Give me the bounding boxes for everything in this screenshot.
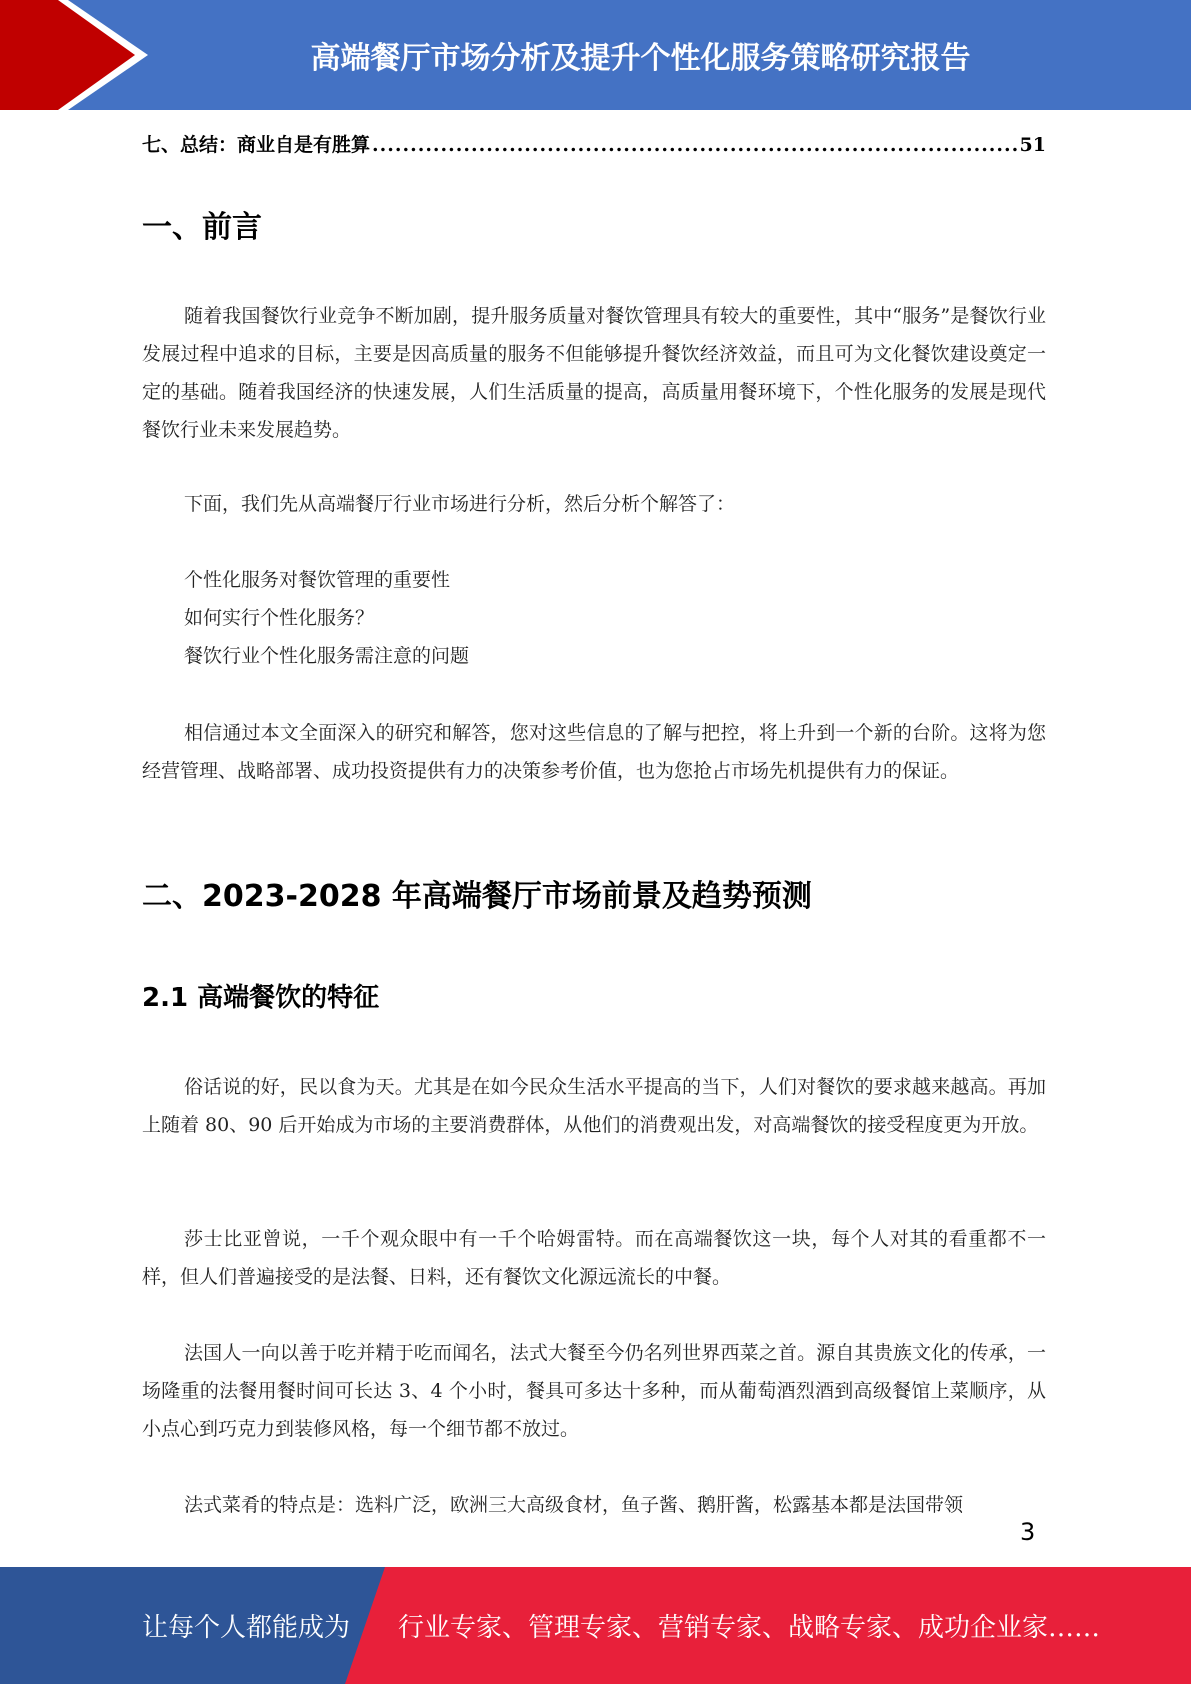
toc-leader-dots bbox=[372, 134, 1018, 156]
footer-slogan-right: 行业专家、管理专家、营销专家、战略专家、成功企业家…… bbox=[398, 1613, 1101, 1643]
section-heading-forecast: 二、2023-2028 年高端餐厅市场前景及趋势预测 bbox=[142, 879, 812, 914]
toc-entry-label: 七、总结：商业自是有胜算 bbox=[142, 134, 371, 156]
header-arrow-decoration bbox=[0, 0, 160, 110]
toc-entry-page: 51 bbox=[1019, 134, 1046, 156]
topic-list bbox=[184, 561, 469, 675]
list-item: 餐饮行业个性化服务需注意的问题 bbox=[184, 645, 470, 667]
footer-band bbox=[0, 1567, 1191, 1684]
paragraph: 下面，我们先从高端餐厅行业市场进行分析，然后分析个解答了： bbox=[184, 493, 736, 515]
paragraph: 随着我国餐饮行业竞争不断加剧，提升服务质量对餐饮管理具有较大的重要性，其中“服务”是餐饮行业发展过程中追求的目标，主要是因高质量的服务不但能够提升餐饮经济效益，而且可为文化餐饮建设奠定一定的基础。随着我国经济的快速发展，人们生活质量的提高，高质量用餐环境下，个性化服务的发展是现代餐饮行业未来发展趋势。 bbox=[142, 305, 1046, 441]
paragraph: 莎士比亚曾说，一千个观众眼中有一千个哈姆雷特。而在高端餐饮这一块，每个人对其的看重都不一样，但人们普遍接受的是法餐、日料，还有餐饮文化源远流长的中餐。 bbox=[142, 1228, 1046, 1288]
header-band bbox=[0, 0, 1191, 110]
paragraph: 相信通过本文全面深入的研究和解答，您对这些信息的了解与把控，将上升到一个新的台阶。这将为您经营管理、战略部署、成功投资提供有力的决策参考价值，也为您抢占市场先机提供有力的保证。 bbox=[142, 722, 1046, 782]
paragraph: 法式菜肴的特点是：选料广泛，欧洲三大高级食材，鱼子酱、鹅肝酱，松露基本都是法国带领 bbox=[184, 1494, 964, 1516]
page-number: 3 bbox=[1020, 1518, 1036, 1546]
footer-slogan-left: 让每个人都能成为 bbox=[142, 1613, 351, 1643]
list-item: 个性化服务对餐饮管理的重要性 bbox=[184, 569, 451, 591]
list-item: 如何实行个性化服务？ bbox=[184, 607, 375, 629]
paragraph: 俗话说的好，民以食为天。尤其是在如今民众生活水平提高的当下，人们对餐饮的要求越来越高。再加上随着 80、90 后开始成为市场的主要消费群体，从他们的消费观出发，对高端餐饮的接受程度更为开放。 bbox=[142, 1076, 1046, 1136]
paragraph: 法国人一向以善于吃并精于吃而闻名，法式大餐至今仍名列世界西菜之首。源自其贵族文化的传承，一场隆重的法餐用餐时间可长达 3、4 个小时，餐具可多达十多种，而从葡萄酒烈酒到高级餐馆上菜顺序，从小点心到巧克力到装修风格，每一个细节都不放过。 bbox=[142, 1342, 1046, 1440]
report-title: 高端餐厅市场分析及提升个性化服务策略研究报告 bbox=[310, 41, 971, 76]
subsection-heading: 2.1 高端餐饮的特征 bbox=[142, 983, 380, 1013]
section-heading-preface: 一、前言 bbox=[142, 210, 262, 245]
toc-entry[interactable] bbox=[142, 130, 1046, 157]
